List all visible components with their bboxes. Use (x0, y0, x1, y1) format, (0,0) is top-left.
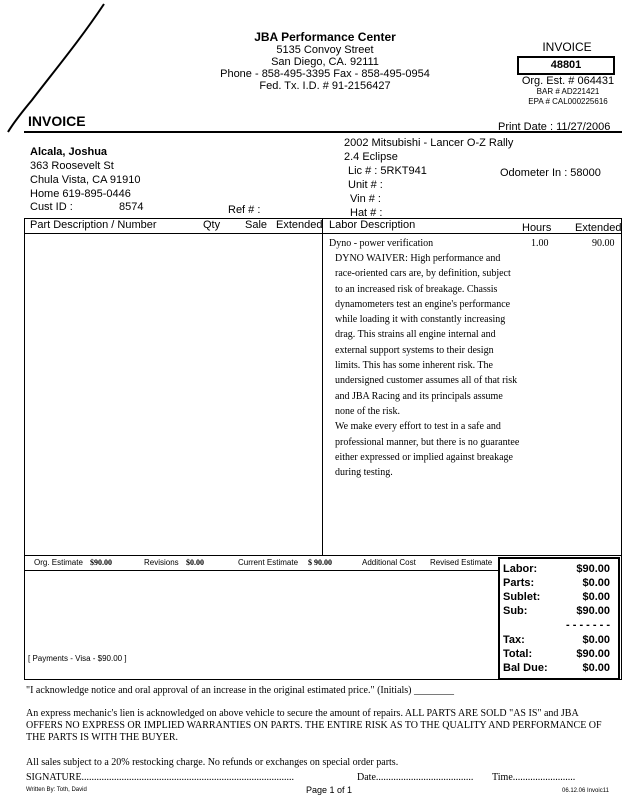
shop-address1: 5135 Convoy Street (276, 44, 374, 56)
current-estimate-value: $ 90.00 (308, 558, 332, 567)
col-qty: Qty (203, 219, 221, 231)
parts-total-label: Parts: (503, 577, 535, 589)
estimates-top-rule (24, 555, 622, 556)
bar-number: BAR # AD221421 (536, 87, 600, 96)
bal-due-value: $0.00 (582, 662, 610, 674)
customer-block (30, 145, 140, 201)
shop-name: JBA Performance Center (254, 30, 396, 44)
epa-number: EPA # CAL000225616 (528, 97, 608, 106)
restocking-text: All sales subject to a 20% restocking charge. No refunds or exchanges on special order parts. (26, 757, 399, 768)
col-labor-description: Labor Description (329, 219, 416, 231)
shop-tax-id: Fed. Tx. I.D. # 91-2156427 (259, 80, 391, 92)
org-est-number: Org. Est. # 064431 (521, 75, 615, 87)
ref-label: Ref # : (228, 204, 261, 216)
customer-city: Chula Vista, CA 91910 (30, 174, 141, 186)
sub-total-value: $90.00 (576, 605, 610, 617)
parts-labor-divider (322, 218, 323, 556)
vehicle-model: 2002 Mitsubishi - Lancer O-Z Rally (344, 137, 514, 149)
date-line: Date....................................... (357, 772, 474, 783)
cust-id-value: 8574 (119, 201, 144, 213)
shop-header (200, 30, 450, 92)
signature-line: SIGNATURE..................................................................................... (26, 772, 295, 783)
dyno-waiver (335, 251, 520, 480)
header-bottom-rule (24, 233, 622, 234)
page-number: Page 1 of 1 (306, 785, 353, 795)
current-estimate-label: Current Estimate (238, 558, 299, 567)
col-sale: Sale (245, 219, 268, 231)
sub-total-label: Sub: (503, 605, 528, 617)
title-rule (24, 131, 622, 133)
customer-street: 363 Roosevelt St (30, 160, 114, 172)
customer-home-phone: Home 619-895-0446 (30, 188, 131, 200)
revisions-value: $0.00 (186, 558, 204, 567)
col-extended: Extended (276, 219, 323, 231)
labor-line-extended: 90.00 (592, 238, 615, 249)
odometer-in: Odometer In : 58000 (500, 167, 601, 179)
sublet-total-value: $0.00 (582, 591, 610, 603)
waiver-paragraph-1: DYNO WAIVER: High performance and race-oriented cars are, by definition, subject to an increased risk of breakage. Chassis dynamometers test an engine's performance while loading it with constantly increasing drag. This strains all engine internal and external support systems to their design limits. This has some inherent risk. The undersigned customer assumes all of that risk and JBA Racing and its principals assume none of the risk. (335, 253, 518, 417)
vehicle-hat: Hat # : (350, 207, 383, 219)
customer-name: Alcala, Joshua (30, 146, 108, 158)
labor-total-label: Labor: (503, 563, 538, 575)
revised-estimate-label: Revised Estimate (430, 558, 493, 567)
additional-cost-label: Additional Cost (362, 558, 416, 567)
estimates-bottom-rule (24, 570, 498, 571)
cust-id-label: Cust ID : (30, 201, 73, 213)
mechanics-lien-text: An express mechanic's lien is acknowledged on above vehicle to secure the amount of repairs. ALL PARTS ARE SOLD "AS IS" and JBA OFFERS NO EXPRESS OR IMPLIED WARRANTIES ON PARTS. THE ENTIRE RISK AS TO THE QUALITY AND PERFORMANCE OF THE PARTS IS WITH THE BUYER. (26, 708, 602, 743)
vehicle-engine: 2.4 Eclipse (344, 151, 398, 163)
invoice-number: 48801 (517, 56, 615, 75)
sublet-total-label: Sublet: (503, 591, 541, 603)
form-id: 06.12.06 Invoic11 (562, 788, 609, 794)
total-label: Total: (503, 648, 533, 660)
acknowledgement-text: "I acknowledge notice and oral approval of an increase in the original estimated price." (Initials) ________ (26, 685, 455, 696)
org-estimate-value: $90.00 (90, 558, 112, 567)
time-line: Time......................... (492, 772, 576, 783)
payments-line: [ Payments - Visa - $90.00 ] (28, 654, 127, 663)
written-by: Written By: Toth, David (26, 787, 87, 793)
parts-total-value: $0.00 (582, 577, 610, 589)
right-border (621, 218, 622, 680)
tax-label: Tax: (503, 634, 525, 646)
invoice-label: INVOICE (542, 40, 592, 54)
totals-box (498, 557, 620, 680)
print-date: Print Date : 11/27/2006 (498, 121, 611, 133)
tax-value: $0.00 (582, 634, 610, 646)
shop-address2: San Diego, CA. 92111 (271, 56, 379, 68)
waiver-paragraph-2: We make every effort to test in a safe and professional manner, but there is no guarantee either expressed or implied against breakage during testing. (335, 421, 520, 479)
labor-line-hours: 1.00 (531, 238, 549, 249)
totals-bottom-rule (24, 679, 622, 680)
shop-phone-fax: Phone - 858-495-3395 Fax - 858-495-0954 (220, 68, 430, 80)
col-labor-extended: Extended (575, 222, 622, 234)
vehicle-unit: Unit # : (348, 179, 383, 191)
left-border (24, 218, 25, 680)
col-part-description: Part Description / Number (30, 219, 157, 231)
totals-dashes: - - - - - - - (566, 619, 610, 631)
total-value: $90.00 (576, 648, 610, 660)
bal-due-label: Bal Due: (503, 662, 548, 674)
org-estimate-label: Org. Estimate (34, 558, 83, 567)
labor-total-value: $90.00 (576, 563, 610, 575)
labor-line-description: Dyno - power verification (329, 238, 434, 249)
invoice-title: INVOICE (28, 113, 86, 129)
col-hours: Hours (522, 222, 552, 234)
vehicle-vin: Vin # : (350, 193, 381, 205)
revisions-label: Revisions (144, 558, 179, 567)
vehicle-lic: Lic # : 5RKT941 (348, 165, 427, 177)
